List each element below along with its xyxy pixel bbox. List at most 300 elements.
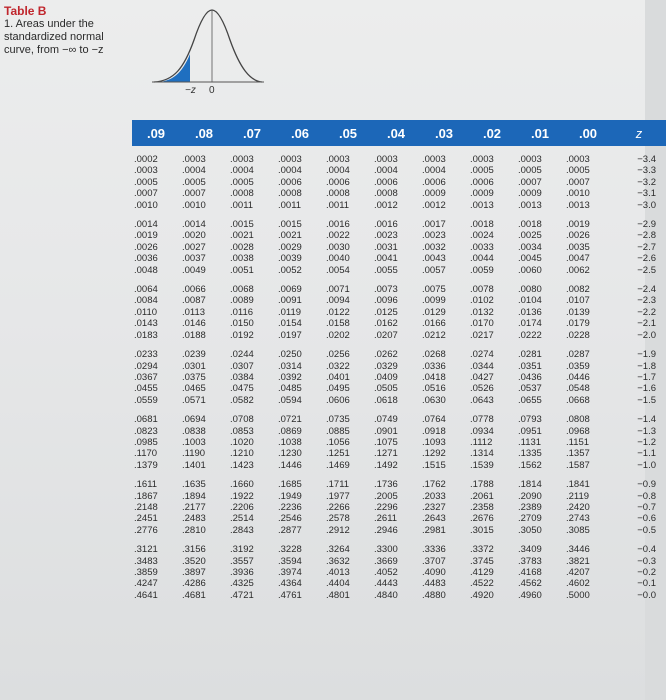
table-row: [132, 295, 666, 306]
probability-cell: .0037: [182, 253, 206, 265]
probability-cell: .0002: [134, 154, 158, 165]
probability-cell: .0934: [470, 425, 494, 437]
probability-cell: .0003: [374, 154, 398, 165]
probability-cell: .2206: [230, 501, 254, 513]
probability-cell: .1814: [518, 479, 542, 491]
probability-cell: .1056: [326, 436, 350, 448]
probability-cell: .3228: [278, 544, 302, 556]
probability-cell: .1539: [470, 459, 494, 471]
probability-cell: .0041: [374, 253, 398, 265]
probability-cell: .0139: [566, 306, 590, 318]
probability-cell: .0197: [278, 329, 302, 341]
z-value-cell: −1.7: [637, 371, 656, 383]
probability-cell: .3520: [182, 555, 206, 567]
probability-cell: .0207: [374, 329, 398, 341]
probability-cell: .0005: [470, 165, 494, 177]
probability-cell: .0096: [374, 295, 398, 307]
probability-cell: .0006: [470, 176, 494, 188]
probability-cell: .0294: [134, 360, 158, 372]
probability-cell: .0102: [470, 295, 494, 307]
probability-cell: .1515: [422, 459, 446, 471]
probability-cell: .0031: [374, 241, 398, 253]
probability-cell: .0384: [230, 371, 254, 383]
probability-cell: .0006: [374, 176, 398, 188]
probability-cell: .2611: [374, 513, 398, 525]
probability-cell: .0059: [470, 264, 494, 276]
probability-cell: .0166: [422, 318, 446, 330]
probability-cell: .2776: [134, 524, 158, 536]
probability-cell: .0005: [230, 176, 254, 188]
probability-cell: .0233: [134, 349, 158, 361]
probability-cell: .4325: [230, 578, 254, 590]
probability-cell: .0901: [374, 425, 398, 437]
probability-cell: .0559: [134, 394, 158, 406]
minus-z-label: −z: [185, 85, 196, 96]
z-value-cell: −1.1: [637, 448, 656, 460]
probability-cell: .0013: [566, 199, 590, 211]
probability-cell: .2005: [374, 490, 398, 502]
z-table: [132, 120, 666, 601]
z-value-cell: −0.0: [637, 589, 656, 601]
probability-cell: .4286: [182, 578, 206, 590]
probability-cell: .1210: [230, 448, 254, 460]
probability-cell: .0122: [326, 306, 350, 318]
table-row: [132, 406, 666, 425]
probability-cell: .4840: [374, 589, 398, 601]
z-value-cell: −0.1: [637, 578, 656, 590]
probability-cell: .0047: [566, 253, 590, 265]
table-row: [132, 253, 666, 264]
probability-cell: .0853: [230, 425, 254, 437]
probability-cell: .1151: [566, 436, 590, 448]
probability-cell: .0329: [374, 360, 398, 372]
probability-cell: .0192: [230, 329, 254, 341]
z-value-cell: −0.8: [637, 490, 656, 502]
caption-line-1: 1. Areas under the: [4, 18, 94, 30]
probability-cell: .0003: [230, 154, 254, 165]
probability-cell: .0436: [518, 371, 542, 383]
probability-cell: .0009: [470, 188, 494, 200]
probability-cell: .3015: [470, 524, 494, 536]
z-value-cell: −0.7: [637, 501, 656, 513]
probability-cell: .4681: [182, 589, 206, 601]
probability-cell: .0021: [230, 230, 254, 242]
probability-cell: .0107: [566, 295, 590, 307]
probability-cell: .0017: [422, 219, 446, 231]
probability-cell: .2946: [374, 524, 398, 536]
probability-cell: .0049: [182, 264, 206, 276]
probability-cell: .0003: [470, 154, 494, 165]
probability-cell: .1922: [230, 490, 254, 502]
probability-cell: .3557: [230, 555, 254, 567]
table-row: [132, 265, 666, 276]
probability-cell: .0643: [470, 394, 494, 406]
probability-cell: .5000: [566, 589, 590, 601]
probability-cell: .0392: [278, 371, 302, 383]
z-value-cell: −3.3: [637, 165, 656, 177]
probability-cell: .0119: [278, 306, 302, 318]
probability-cell: .4247: [134, 578, 158, 590]
probability-cell: .4090: [422, 567, 446, 578]
z-value-cell: −0.2: [637, 567, 656, 578]
probability-cell: .2877: [278, 524, 302, 536]
probability-cell: .0087: [182, 295, 206, 307]
probability-cell: .1190: [182, 448, 206, 460]
probability-cell: .0048: [134, 264, 158, 276]
probability-cell: .0287: [566, 349, 590, 361]
z-value-cell: −3.4: [637, 154, 656, 165]
probability-cell: .0764: [422, 414, 446, 426]
probability-cell: .0367: [134, 371, 158, 383]
probability-cell: .3897: [182, 567, 206, 578]
probability-cell: .2743: [566, 513, 590, 525]
probability-cell: .1003: [182, 436, 206, 448]
probability-cell: .0808: [566, 414, 590, 426]
probability-cell: .0094: [326, 295, 350, 307]
probability-cell: .0084: [134, 295, 158, 307]
caption-line-2: standardized normal: [4, 31, 104, 43]
z-value-cell: −2.3: [637, 295, 656, 307]
probability-cell: .2148: [134, 501, 158, 513]
probability-cell: .1949: [278, 490, 302, 502]
probability-cell: .0062: [566, 264, 590, 276]
table-row: [132, 177, 666, 188]
probability-cell: .0465: [182, 383, 206, 395]
probability-cell: .0016: [374, 219, 398, 231]
probability-cell: .4721: [230, 589, 254, 601]
probability-cell: .0008: [230, 188, 254, 200]
probability-cell: .0004: [182, 165, 206, 177]
probability-cell: .0110: [134, 306, 158, 318]
probability-cell: .0104: [518, 295, 542, 307]
probability-cell: .0060: [518, 264, 542, 276]
probability-cell: .0003: [326, 154, 350, 165]
probability-cell: .0064: [134, 284, 158, 296]
probability-cell: .1093: [422, 436, 446, 448]
probability-cell: .0007: [566, 176, 590, 188]
z-value-cell: −2.2: [637, 306, 656, 318]
probability-cell: .0014: [182, 219, 206, 231]
table-row: [132, 395, 666, 406]
probability-cell: .0606: [326, 394, 350, 406]
table-row: [132, 383, 666, 394]
probability-cell: .0036: [134, 253, 158, 265]
probability-cell: .2327: [422, 501, 446, 513]
probability-cell: .0004: [422, 165, 446, 177]
probability-cell: .0018: [470, 219, 494, 231]
probability-cell: .0375: [182, 371, 206, 383]
probability-cell: .0301: [182, 360, 206, 372]
decimal-column-header: .01: [516, 120, 564, 146]
probability-cell: .2358: [470, 501, 494, 513]
probability-cell: .0146: [182, 318, 206, 330]
table-row: [132, 578, 666, 589]
probability-cell: .2296: [374, 501, 398, 513]
probability-cell: .1170: [134, 448, 158, 460]
probability-cell: .0004: [278, 165, 302, 177]
probability-cell: .3783: [518, 555, 542, 567]
probability-cell: .2676: [470, 513, 494, 525]
probability-cell: .0582: [230, 394, 254, 406]
probability-cell: .0026: [566, 230, 590, 242]
probability-cell: .1762: [422, 479, 446, 491]
normal-curve-figure: [150, 4, 265, 96]
probability-cell: .0009: [518, 188, 542, 200]
probability-cell: .0005: [134, 176, 158, 188]
probability-cell: .2643: [422, 513, 446, 525]
probability-cell: .0548: [566, 383, 590, 395]
probability-cell: .0681: [134, 414, 158, 426]
probability-cell: .2514: [230, 513, 254, 525]
probability-cell: .1357: [566, 448, 590, 460]
table-row: [132, 200, 666, 211]
z-table-container: [132, 120, 656, 700]
table-body: [132, 146, 666, 601]
probability-cell: .0033: [470, 241, 494, 253]
probability-cell: .0009: [422, 188, 446, 200]
probability-cell: .0351: [518, 360, 542, 372]
z-value-cell: −0.6: [637, 513, 656, 525]
probability-cell: .0039: [278, 253, 302, 265]
probability-cell: .0154: [278, 318, 302, 330]
probability-cell: .0029: [278, 241, 302, 253]
probability-cell: .0073: [374, 284, 398, 296]
table-row: [132, 230, 666, 241]
decimal-column-header: .07: [228, 120, 276, 146]
probability-cell: .1020: [230, 436, 254, 448]
probability-cell: .1711: [326, 479, 350, 491]
probability-cell: .0793: [518, 414, 542, 426]
z-value-cell: −0.5: [637, 524, 656, 536]
probability-cell: .0054: [326, 264, 350, 276]
decimal-column-header: .05: [324, 120, 372, 146]
probability-cell: .0007: [518, 176, 542, 188]
table-row: [132, 460, 666, 471]
probability-cell: .0021: [278, 230, 302, 242]
probability-cell: .1894: [182, 490, 206, 502]
probability-cell: .3594: [278, 555, 302, 567]
table-row: [132, 318, 666, 329]
probability-cell: .0032: [422, 241, 446, 253]
probability-cell: .0918: [422, 425, 446, 437]
probability-cell: .0026: [134, 241, 158, 253]
z-value-cell: −0.9: [637, 479, 656, 491]
probability-cell: .0016: [326, 219, 350, 231]
probability-cell: .1251: [326, 448, 350, 460]
bell-curve-line: [154, 10, 262, 82]
probability-cell: .0228: [566, 329, 590, 341]
probability-cell: .1112: [470, 436, 493, 448]
probability-cell: .2266: [326, 501, 350, 513]
probability-cell: .3707: [422, 555, 446, 567]
probability-cell: .2061: [470, 490, 494, 502]
probability-cell: .0012: [422, 199, 446, 211]
table-row: [132, 165, 666, 176]
probability-cell: .0005: [518, 165, 542, 177]
probability-cell: .0045: [518, 253, 542, 265]
probability-cell: .0003: [182, 154, 206, 165]
probability-cell: .1492: [374, 459, 398, 471]
probability-cell: .0985: [134, 436, 158, 448]
probability-cell: .4013: [326, 567, 350, 578]
probability-cell: .0401: [326, 371, 350, 383]
z-value-cell: −2.8: [637, 230, 656, 242]
probability-cell: .0008: [326, 188, 350, 200]
probability-cell: .1292: [422, 448, 446, 460]
probability-cell: .0007: [182, 188, 206, 200]
probability-cell: .2843: [230, 524, 254, 536]
probability-cell: .0011: [326, 199, 350, 211]
probability-cell: .1230: [278, 448, 302, 460]
probability-cell: .0027: [182, 241, 206, 253]
probability-cell: .0485: [278, 383, 302, 395]
probability-cell: .0250: [278, 349, 302, 361]
probability-cell: .0034: [518, 241, 542, 253]
probability-cell: .4129: [470, 567, 494, 578]
caption-line-3: curve, from −∞ to −z: [4, 44, 104, 56]
probability-cell: .3974: [278, 567, 302, 578]
probability-cell: .0003: [518, 154, 542, 165]
z-value-cell: −1.6: [637, 383, 656, 395]
probability-cell: .3446: [566, 544, 590, 556]
probability-cell: .0222: [518, 329, 542, 341]
probability-cell: .1271: [374, 448, 398, 460]
probability-cell: .0749: [374, 414, 398, 426]
z-value-cell: −2.1: [637, 318, 656, 330]
probability-cell: .0003: [278, 154, 302, 165]
probability-cell: .0170: [470, 318, 494, 330]
probability-cell: .0113: [182, 306, 206, 318]
probability-cell: .0735: [326, 414, 350, 426]
probability-cell: .0475: [230, 383, 254, 395]
probability-cell: .1867: [134, 490, 158, 502]
probability-cell: .0068: [230, 284, 254, 296]
zero-label: 0: [209, 85, 215, 96]
probability-cell: .0307: [230, 360, 254, 372]
table-row: [132, 567, 666, 578]
probability-cell: .3632: [326, 555, 350, 567]
probability-cell: .1611: [134, 479, 158, 491]
probability-cell: .1587: [566, 459, 590, 471]
probability-cell: .0951: [518, 425, 542, 437]
probability-cell: .0019: [566, 219, 590, 231]
probability-cell: .3121: [134, 544, 158, 556]
probability-cell: .0091: [278, 295, 302, 307]
probability-cell: .0018: [518, 219, 542, 231]
probability-cell: .0217: [470, 329, 494, 341]
probability-cell: .3336: [422, 544, 446, 556]
z-value-cell: −0.4: [637, 544, 656, 556]
decimal-column-header: .08: [180, 120, 228, 146]
probability-cell: .0066: [182, 284, 206, 296]
probability-cell: .0003: [422, 154, 446, 165]
z-value-cell: −2.9: [637, 219, 656, 231]
probability-cell: .0006: [422, 176, 446, 188]
z-value-cell: −2.6: [637, 253, 656, 265]
table-row: [132, 536, 666, 555]
probability-cell: .4641: [134, 589, 158, 601]
probability-cell: .0455: [134, 383, 158, 395]
probability-cell: .0322: [326, 360, 350, 372]
probability-cell: .0052: [278, 264, 302, 276]
probability-cell: .0055: [374, 264, 398, 276]
decimal-column-header: .00: [564, 120, 612, 146]
probability-cell: .0011: [278, 199, 302, 211]
probability-cell: .0708: [230, 414, 254, 426]
probability-cell: .0721: [278, 414, 302, 426]
probability-cell: .0143: [134, 318, 158, 330]
probability-cell: .0256: [326, 349, 350, 361]
probability-cell: .0043: [422, 253, 446, 265]
probability-cell: .0011: [230, 199, 254, 211]
probability-cell: .2420: [566, 501, 590, 513]
probability-cell: .0281: [518, 349, 542, 361]
z-value-cell: −2.4: [637, 284, 656, 296]
probability-cell: .0012: [374, 199, 398, 211]
probability-cell: .0004: [326, 165, 350, 177]
probability-cell: .0125: [374, 306, 398, 318]
table-row: [132, 330, 666, 341]
probability-cell: .0409: [374, 371, 398, 383]
probability-cell: .0359: [566, 360, 590, 372]
table-row: [132, 502, 666, 513]
probability-cell: .0116: [230, 306, 254, 318]
probability-cell: .0010: [182, 199, 206, 211]
probability-cell: .0188: [182, 329, 206, 341]
probability-cell: .2033: [422, 490, 446, 502]
probability-cell: .4522: [470, 578, 494, 590]
probability-cell: .0823: [134, 425, 158, 437]
probability-cell: .2912: [326, 524, 350, 536]
table-row: [132, 525, 666, 536]
probability-cell: .1314: [470, 448, 494, 460]
table-row: [132, 188, 666, 199]
table-row: [132, 448, 666, 459]
probability-cell: .4801: [326, 589, 350, 601]
probability-cell: .0010: [134, 199, 158, 211]
probability-cell: .0023: [374, 230, 398, 242]
header-row: [132, 120, 666, 146]
probability-cell: .0003: [566, 154, 590, 165]
table-row: [132, 211, 666, 230]
probability-cell: .0099: [422, 295, 446, 307]
z-value-cell: −1.5: [637, 394, 656, 406]
probability-cell: .4483: [422, 578, 446, 590]
probability-cell: .0013: [470, 199, 494, 211]
probability-cell: .4562: [518, 578, 542, 590]
probability-cell: .2578: [326, 513, 350, 525]
z-value-cell: −3.1: [637, 188, 656, 200]
probability-cell: .0008: [374, 188, 398, 200]
probability-cell: .1635: [182, 479, 206, 491]
probability-cell: .3192: [230, 544, 254, 556]
table-row: [132, 146, 666, 165]
probability-cell: .0075: [422, 284, 446, 296]
probability-cell: .0014: [134, 219, 158, 231]
z-value-cell: −0.3: [637, 555, 656, 567]
probability-cell: .2119: [566, 490, 590, 502]
probability-cell: .0239: [182, 349, 206, 361]
z-value-cell: −1.8: [637, 360, 656, 372]
probability-cell: .0838: [182, 425, 206, 437]
probability-cell: .0013: [518, 199, 542, 211]
probability-cell: .0089: [230, 295, 254, 307]
probability-cell: .0008: [278, 188, 302, 200]
probability-cell: .3821: [566, 555, 590, 567]
probability-cell: .0015: [230, 219, 254, 231]
probability-cell: .0174: [518, 318, 542, 330]
probability-cell: .0571: [182, 394, 206, 406]
